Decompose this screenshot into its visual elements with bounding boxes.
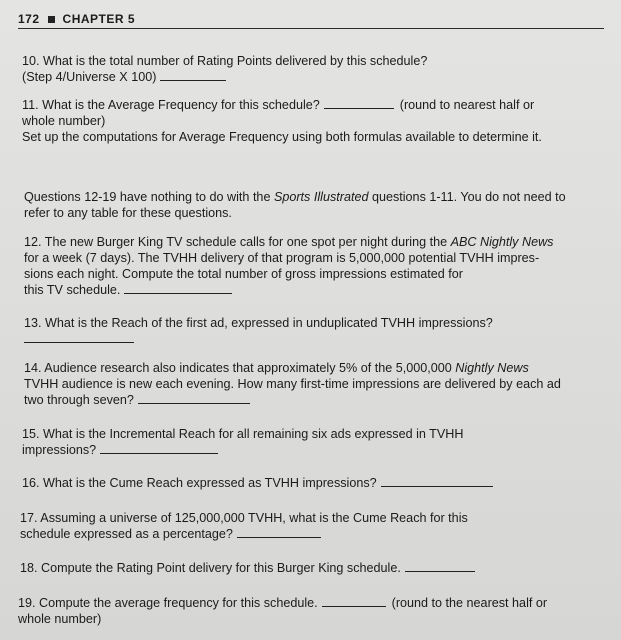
q12-line3: sions each night. Compute the total number of gross impressions estimated for (24, 267, 463, 281)
q11-line2: whole number) (22, 114, 106, 128)
q17-question-text: schedule expressed as a percentage? (20, 527, 233, 541)
q11-answer-blank[interactable] (324, 97, 394, 109)
q12-line2: for a week (7 days). The TVHH delivery of that program is 5,000,000 potential TVHH impres- (24, 251, 540, 265)
q19-line1 (18, 595, 547, 611)
q11-line1 (22, 97, 534, 113)
q18-line1 (20, 560, 475, 576)
q15-line2 (22, 442, 218, 458)
q12-line1 (24, 234, 553, 250)
q19-round-note: (round to the nearest half or (391, 596, 548, 610)
intro-line2: refer to any table for these questions. (24, 206, 232, 220)
q14-line3 (24, 392, 250, 408)
q15-line1: 15. What is the Incremental Reach for all remaining six ads expressed in TVHH (22, 427, 464, 441)
q16-question-text: 16. What is the Cume Reach expressed as TVHH impressions? (22, 476, 377, 490)
q19-answer-blank[interactable] (322, 595, 386, 607)
chapter-title: CHAPTER 5 (62, 12, 136, 26)
q12-program-name: ABC Nightly News (450, 235, 554, 249)
q17-line1: 17. Assuming a universe of 125,000,000 TVHH, what is the Cume Reach for this (20, 511, 468, 525)
q13-line2 (24, 331, 134, 347)
q14-line1 (24, 360, 529, 376)
q10-step-text: (Step 4/Universe X 100) (22, 70, 157, 84)
q14-program-name: Nightly News (455, 361, 529, 375)
q17-line2 (20, 526, 321, 542)
q14-line2: TVHH audience is new each evening. How many first-time impressions are delivered by each ad (24, 377, 561, 391)
q10-line1: 10. What is the total number of Rating Points delivered by this schedule? (22, 54, 428, 68)
intro-text-post: questions 1-11. You do not need to (368, 190, 566, 204)
q14-text-pre: 14. Audience research also indicates that approximately 5% of the 5,000,000 (24, 361, 456, 375)
q10-line2 (22, 69, 226, 85)
q14-question-text: two through seven? (24, 393, 134, 407)
q11-round-note: (round to nearest half or (399, 98, 535, 112)
page-number: 172 (18, 12, 40, 26)
q15-question-text: impressions? (22, 443, 97, 457)
q11-question-text: 11. What is the Average Frequency for this schedule? (22, 98, 320, 112)
q12-schedule-text: this TV schedule. (24, 283, 121, 297)
q17-answer-blank[interactable] (237, 526, 321, 538)
q10-answer-blank[interactable] (160, 69, 226, 81)
q12-answer-blank[interactable] (124, 282, 232, 294)
q15-answer-blank[interactable] (100, 442, 218, 454)
q13-line1: 13. What is the Reach of the first ad, expressed in unduplicated TVHH impressions? (24, 316, 493, 330)
q18-answer-blank[interactable] (405, 560, 475, 572)
q14-answer-blank[interactable] (138, 392, 250, 404)
q12-text-pre: 12. The new Burger King TV schedule calls for one spot per night during the (24, 235, 451, 249)
q16-line1 (22, 475, 493, 491)
q13-answer-blank[interactable] (24, 331, 134, 343)
q12-line4 (24, 282, 232, 298)
intro-magazine-title: Sports Illustrated (273, 190, 369, 204)
q11-line3: Set up the computations for Average Frequency using both formulas available to determine it. (22, 130, 542, 144)
q18-question-text: 18. Compute the Rating Point delivery for this Burger King schedule. (20, 561, 401, 575)
intro-text-pre: Questions 12-19 have nothing to do with the (24, 190, 274, 204)
q16-answer-blank[interactable] (381, 475, 493, 487)
intro-line1 (24, 189, 566, 205)
q19-question-text: 19. Compute the average frequency for this schedule. (18, 596, 318, 610)
q19-line2: whole number) (18, 612, 102, 626)
